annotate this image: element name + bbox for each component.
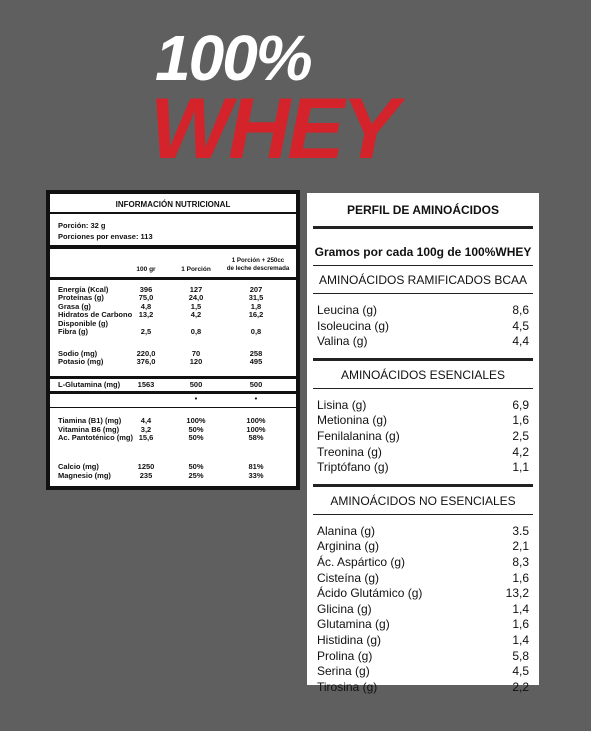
amino-row (317, 571, 529, 587)
amino-subtitle: Gramos por cada 100g de 100%WHEY (314, 245, 532, 259)
divider (313, 265, 533, 266)
amino-value: 1,6 (512, 413, 529, 428)
header-portion-milk-2: de leche descremada (226, 265, 290, 272)
nutrient-value: 207 (249, 285, 263, 294)
divider (50, 376, 296, 379)
amino-row (317, 303, 529, 319)
portions-per-pack: Porciones por envase: 113 (58, 232, 153, 241)
nutrient-value: 4,2 (190, 310, 202, 320)
glutamine-label: L-Glutamina (mg) (58, 380, 121, 389)
amino-row (317, 555, 529, 571)
nutrient-value: 25% (188, 470, 204, 480)
bullet: • (194, 394, 198, 403)
amino-name: Cisteína (g) (317, 570, 380, 585)
nutrient-value: 50% (188, 462, 204, 471)
amino-row (317, 539, 529, 555)
header-portion: 1 Porción (181, 266, 211, 273)
nutrient-value: 31,5 (248, 293, 264, 303)
nutrient-value: 81% (248, 462, 264, 471)
amino-value: 5,8 (512, 648, 529, 663)
nutrient-label: Magnesio (mg) (58, 470, 111, 480)
divider (50, 407, 296, 408)
divider (313, 293, 533, 294)
nutrient-label: Grasa (g) (58, 301, 91, 311)
nutrient-value: 4,4 (140, 416, 152, 425)
nutrient-value: 127 (189, 285, 203, 294)
amino-value: 4,5 (512, 664, 529, 679)
nutrient-value: 258 (249, 349, 263, 358)
nutrient-value: 396 (139, 285, 153, 294)
amino-value: 1,1 (512, 460, 529, 475)
nutrient-value: 15,6 (138, 433, 154, 443)
nutrient-label: Potasio (mg) (58, 357, 104, 367)
amino-value: 4,2 (512, 444, 529, 459)
nutrient-value: 100% (246, 416, 266, 425)
amino-row (317, 460, 529, 476)
glutamine-value: 500 (189, 380, 203, 389)
nutrient-value: 50% (188, 433, 204, 443)
amino-row (317, 586, 529, 602)
nutrient-value: 100% (186, 416, 206, 425)
nutrient-label: Tiamina (B1) (mg) (58, 416, 122, 425)
nutrient-value: 16,2 (248, 310, 264, 320)
divider (313, 514, 533, 515)
nutrient-value: 4,8 (140, 301, 152, 311)
nutrient-value: 495 (249, 357, 263, 367)
amino-value: 2,2 (512, 679, 529, 694)
divider (50, 277, 296, 280)
amino-row (317, 334, 529, 350)
amino-value: 1,4 (512, 633, 529, 647)
amino-value: 1,6 (512, 570, 529, 585)
nutrient-label: Calcio (mg) (58, 462, 99, 471)
amino-value: 4,4 (512, 334, 529, 349)
amino-row (317, 680, 529, 696)
amino-name: Isoleucina (g) (317, 318, 390, 333)
nutrient-value: 50% (188, 424, 204, 434)
divider (313, 484, 533, 487)
amino-section-title: AMINOÁCIDOS ESENCIALES (340, 367, 506, 382)
amino-row (317, 524, 529, 540)
nutrient-label: Fibra (g) (58, 327, 88, 336)
amino-name: Triptófano (g) (317, 460, 389, 475)
portion-size: Porción: 32 g (58, 221, 106, 230)
amino-value: 8,6 (512, 303, 529, 317)
amino-row (317, 445, 529, 461)
nutrient-label: Ac. Pantoténico (mg) (58, 433, 134, 443)
amino-row (317, 664, 529, 680)
glutamine-value: 1563 (137, 380, 155, 389)
nutrient-value: 1,8 (250, 301, 262, 311)
nutrient-label: Energía (Kcal) (58, 285, 109, 294)
nutrition-panel (46, 190, 300, 490)
divider (313, 358, 533, 361)
amino-value: 1,4 (512, 601, 529, 616)
nutrient-label: Disponible (g) (58, 318, 108, 328)
amino-panel (307, 193, 539, 694)
amino-name: Lisina (g) (317, 397, 367, 412)
amino-name: Histidina (g) (317, 633, 382, 647)
amino-name: Prolina (g) (317, 648, 373, 663)
divider (50, 245, 296, 249)
divider (313, 388, 533, 389)
amino-row (317, 602, 529, 618)
nutrient-value: 1,5 (190, 301, 202, 311)
nutrient-value: 1250 (137, 462, 155, 471)
amino-value: 3.5 (512, 523, 529, 538)
nutrient-value: 75,0 (138, 293, 154, 303)
header-portion-milk: 1 Porción + 250cc (231, 257, 285, 264)
amino-value: 2,1 (512, 539, 529, 554)
amino-name: Arginina (g) (317, 539, 380, 554)
glutamine-value: 500 (249, 380, 263, 389)
nutrient-label: Sodio (mg) (58, 349, 98, 358)
nutrient-value: 100% (246, 424, 266, 434)
brand-percent: 100% (155, 22, 311, 94)
amino-name: Treonina (g) (317, 444, 382, 459)
amino-value: 6,9 (512, 397, 529, 412)
amino-row (317, 429, 529, 445)
amino-name: Valina (g) (317, 334, 368, 349)
nutrient-value: 58% (248, 433, 264, 443)
amino-name: Ácido Glutámico (g) (317, 586, 423, 601)
nutrition-title: INFORMACIÓN NUTRICIONAL (115, 200, 231, 209)
amino-row (317, 413, 529, 429)
amino-value: 4,5 (512, 318, 529, 333)
nutrient-value: 24,0 (188, 293, 204, 303)
nutrient-value: 33% (248, 470, 264, 480)
header-100g: 100 gr (136, 266, 156, 273)
nutrient-value: 0,8 (190, 327, 202, 336)
divider (313, 226, 533, 229)
divider (50, 212, 296, 214)
amino-value: 1,6 (512, 617, 529, 632)
nutrient-label: Vitamina B6 (mg) (58, 424, 120, 434)
amino-row (317, 319, 529, 335)
amino-name: Tirosina (g) (317, 679, 378, 694)
nutrient-value: 235 (139, 470, 153, 480)
nutrient-value: 2,5 (140, 327, 152, 336)
bullet: • (254, 394, 258, 403)
amino-name: Leucina (g) (317, 303, 378, 317)
amino-section-title: AMINOÁCIDOS RAMIFICADOS BCAA (318, 273, 528, 287)
amino-name: Ác. Aspártico (g) (317, 555, 406, 569)
amino-name: Alanina (g) (317, 523, 376, 538)
amino-value: 13,2 (505, 586, 529, 601)
amino-value: 8,3 (512, 555, 529, 569)
amino-row (317, 398, 529, 414)
nutrient-value: 0,8 (250, 327, 262, 336)
amino-name: Glicina (g) (317, 601, 372, 616)
nutrient-label: Hidratos de Carbono (58, 310, 133, 320)
amino-title: PERFIL DE AMINOÁCIDOS (346, 203, 499, 217)
nutrient-value: 220,0 (136, 349, 156, 358)
nutrient-value: 3,2 (140, 424, 152, 434)
amino-section-title: AMINOÁCIDOS NO ESENCIALES (330, 493, 516, 508)
amino-row (317, 649, 529, 665)
amino-row (317, 617, 529, 633)
nutrient-value: 70 (191, 349, 201, 358)
nutrient-value: 120 (189, 357, 203, 367)
amino-row (317, 633, 529, 649)
nutrient-value: 376,0 (136, 357, 156, 367)
amino-name: Glutamina (g) (317, 617, 390, 632)
amino-name: Fenilalanina (g) (317, 429, 400, 443)
nutrient-value: 13,2 (138, 310, 154, 320)
amino-name: Serina (g) (317, 664, 370, 679)
nutrient-label: Proteínas (g) (58, 293, 104, 303)
amino-name: Metionina (g) (317, 413, 388, 428)
amino-value: 2,5 (512, 429, 529, 443)
brand-whey: WHEY (150, 81, 396, 177)
